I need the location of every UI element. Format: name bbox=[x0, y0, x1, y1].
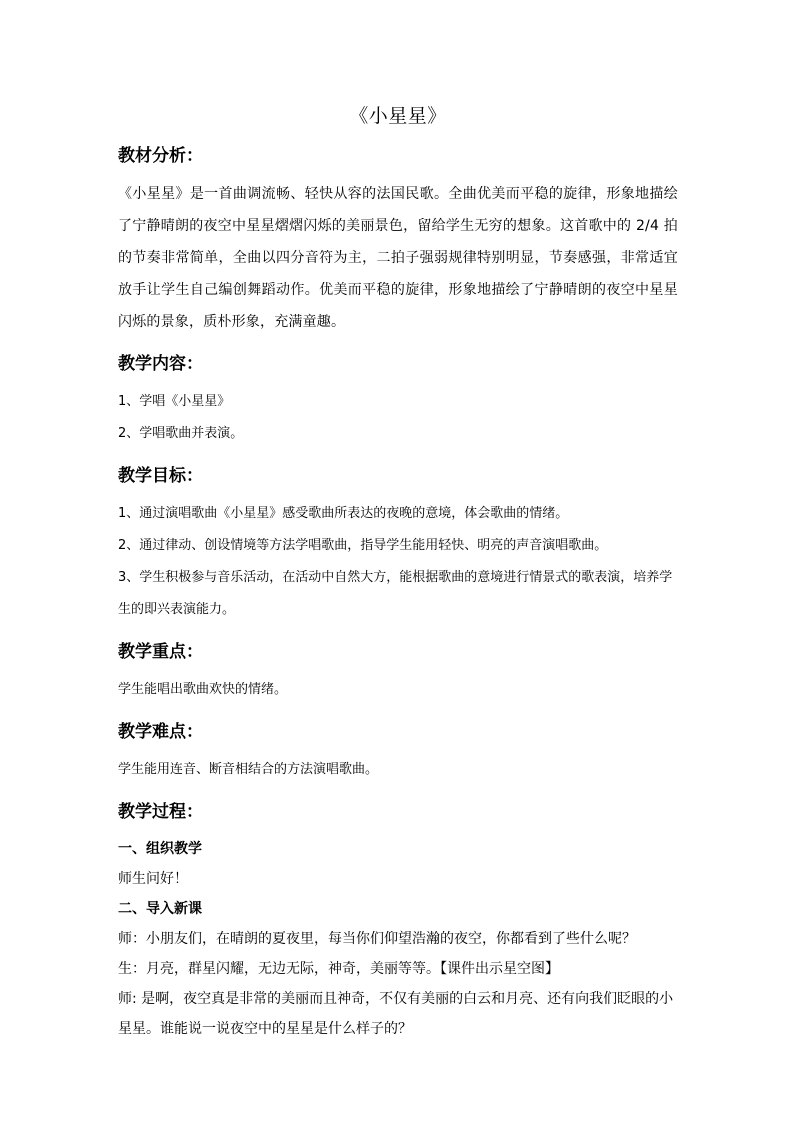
process-step-2-title: 二、导入新课 bbox=[118, 901, 202, 917]
dialog-line-1: 师：小朋友们，在晴朗的夏夜里，每当你们仰望浩瀚的夜空，你都看到了些什么呢？ bbox=[118, 931, 636, 947]
dialog-line-3: 师: 是啊，夜空真是非常的美丽而且神奇，不仅有美丽的白云和月亮、还有向我们眨眼的小星星。谁能说一说夜空中的星星是什么样子的？ bbox=[118, 991, 674, 1037]
heading-content: 教学内容： bbox=[118, 354, 203, 374]
goal-item-1: 1、通过演唱歌曲《小星星》感受歌曲所表达的夜晚的意境，体会歌曲的情绪。 bbox=[118, 506, 569, 521]
heading-process: 教学过程： bbox=[118, 802, 203, 822]
goal-item-3: 3、学生积极参与音乐活动，在活动中自然大方，能根据歌曲的意境进行情景式的歌表演，培养学生的即兴表演能力。 bbox=[118, 570, 673, 617]
content-item-2: 2、学唱歌曲并表演。 bbox=[118, 426, 244, 441]
analysis-paragraph: 《小星星》是一首曲调流畅、轻快从容的法国民歌。全曲优美而平稳的旋律，形象地描绘了宁静晴朗的夜空中星星熠熠闪烁的美丽景色，留给学生无穷的想象。这首歌中的 2/4 拍的节奏非常简单，全曲以四分音符为主，二拍子强弱规律特别明显，节奏感强，非常适宜放手让学生自己编创舞蹈动作。优美而平稳的旋律，形象地描绘了宁静晴朗的夜空中星星闪烁的景象，质朴形象，充满童趣。 bbox=[118, 186, 678, 330]
content-item-1: 1、学唱《小星星》 bbox=[118, 394, 231, 409]
heading-key-points: 教学重点： bbox=[118, 642, 203, 662]
heading-goals: 教学目标： bbox=[118, 466, 203, 486]
heading-difficulties: 教学难点： bbox=[118, 722, 203, 742]
key-points-text: 学生能唱出歌曲欢快的情绪。 bbox=[118, 682, 288, 697]
document-page bbox=[118, 96, 678, 1044]
goal-item-2: 2、通过律动、创设情境等方法学唱歌曲，指导学生能用轻快、明亮的声音演唱歌曲。 bbox=[118, 538, 608, 553]
process-step-1-text: 师生问好！ bbox=[118, 871, 188, 887]
heading-analysis: 教材分析： bbox=[118, 146, 203, 166]
document-title: 《小星星》 bbox=[349, 105, 447, 127]
difficulties-text: 学生能用连音、断音相结合的方法演唱歌曲。 bbox=[118, 762, 379, 777]
process-step-1-title: 一、组织教学 bbox=[118, 841, 202, 857]
dialog-line-2: 生：月亮，群星闪耀，无边无际，神奇，美丽等等。【课件出示星空图】 bbox=[118, 961, 559, 977]
